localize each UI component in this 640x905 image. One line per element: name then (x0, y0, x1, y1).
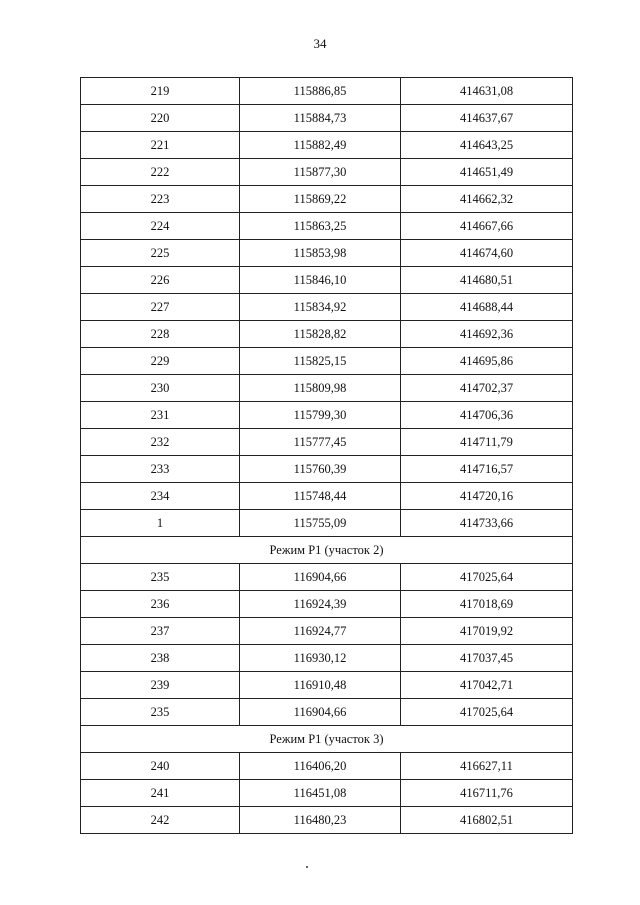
y-coordinate-cell: 417037,45 (401, 645, 573, 672)
x-coordinate-cell: 115846,10 (240, 267, 401, 294)
table-row (81, 105, 573, 132)
bottom-mark (306, 866, 308, 868)
y-coordinate-cell: 414637,67 (401, 105, 573, 132)
point-number-cell: 226 (81, 267, 240, 294)
y-coordinate-cell: 414695,86 (401, 348, 573, 375)
y-coordinate-cell: 417019,92 (401, 618, 573, 645)
x-coordinate-cell: 115886,85 (240, 78, 401, 105)
y-coordinate-cell: 417025,64 (401, 699, 573, 726)
y-coordinate-cell: 417025,64 (401, 564, 573, 591)
point-number-cell: 221 (81, 132, 240, 159)
x-coordinate-cell: 115877,30 (240, 159, 401, 186)
table-row (81, 564, 573, 591)
table-row (81, 456, 573, 483)
table-row (81, 753, 573, 780)
point-number-cell: 228 (81, 321, 240, 348)
point-number-cell: 231 (81, 402, 240, 429)
point-number-cell: 237 (81, 618, 240, 645)
section-header-row (81, 726, 573, 753)
table-row (81, 402, 573, 429)
point-number-cell: 238 (81, 645, 240, 672)
point-number-cell: 227 (81, 294, 240, 321)
table-row (81, 240, 573, 267)
point-number-cell: 236 (81, 591, 240, 618)
point-number-cell: 229 (81, 348, 240, 375)
table-row (81, 321, 573, 348)
coordinates-table (80, 77, 573, 834)
y-coordinate-cell: 414720,16 (401, 483, 573, 510)
y-coordinate-cell: 414667,66 (401, 213, 573, 240)
point-number-cell: 235 (81, 699, 240, 726)
table-row (81, 294, 573, 321)
x-coordinate-cell: 115825,15 (240, 348, 401, 375)
coordinates-table-body (81, 78, 573, 834)
x-coordinate-cell: 116930,12 (240, 645, 401, 672)
point-number-cell: 241 (81, 780, 240, 807)
y-coordinate-cell: 414662,32 (401, 186, 573, 213)
point-number-cell: 232 (81, 429, 240, 456)
point-number-cell: 235 (81, 564, 240, 591)
point-number-cell: 224 (81, 213, 240, 240)
table-row (81, 213, 573, 240)
table-row (81, 618, 573, 645)
x-coordinate-cell: 116904,66 (240, 564, 401, 591)
y-coordinate-cell: 414711,79 (401, 429, 573, 456)
table-row (81, 429, 573, 456)
y-coordinate-cell: 417042,71 (401, 672, 573, 699)
section-title: Режим Р1 (участок 3) (81, 726, 573, 753)
page-number: 34 (313, 36, 327, 51)
x-coordinate-cell: 115809,98 (240, 375, 401, 402)
point-number-cell: 230 (81, 375, 240, 402)
point-number-cell: 234 (81, 483, 240, 510)
section-header-row (81, 537, 573, 564)
x-coordinate-cell: 115853,98 (240, 240, 401, 267)
point-number-cell: 240 (81, 753, 240, 780)
y-coordinate-cell: 416627,11 (401, 753, 573, 780)
y-coordinate-cell: 416711,76 (401, 780, 573, 807)
table-row (81, 591, 573, 618)
point-number-cell: 233 (81, 456, 240, 483)
x-coordinate-cell: 115760,39 (240, 456, 401, 483)
y-coordinate-cell: 414643,25 (401, 132, 573, 159)
y-coordinate-cell: 414733,66 (401, 510, 573, 537)
y-coordinate-cell: 414716,57 (401, 456, 573, 483)
table-row (81, 483, 573, 510)
point-number-cell: 1 (81, 510, 240, 537)
x-coordinate-cell: 116406,20 (240, 753, 401, 780)
table-row (81, 348, 573, 375)
point-number-cell: 220 (81, 105, 240, 132)
x-coordinate-cell: 115828,82 (240, 321, 401, 348)
table-row (81, 159, 573, 186)
x-coordinate-cell: 116924,39 (240, 591, 401, 618)
x-coordinate-cell: 115777,45 (240, 429, 401, 456)
y-coordinate-cell: 417018,69 (401, 591, 573, 618)
table-row (81, 672, 573, 699)
point-number-cell: 219 (81, 78, 240, 105)
y-coordinate-cell: 414651,49 (401, 159, 573, 186)
x-coordinate-cell: 115799,30 (240, 402, 401, 429)
y-coordinate-cell: 414631,08 (401, 78, 573, 105)
point-number-cell: 225 (81, 240, 240, 267)
y-coordinate-cell: 414706,36 (401, 402, 573, 429)
point-number-cell: 242 (81, 807, 240, 834)
x-coordinate-cell: 115834,92 (240, 294, 401, 321)
y-coordinate-cell: 414692,36 (401, 321, 573, 348)
point-number-cell: 239 (81, 672, 240, 699)
x-coordinate-cell: 115755,09 (240, 510, 401, 537)
table-row (81, 375, 573, 402)
y-coordinate-cell: 414674,60 (401, 240, 573, 267)
table-row (81, 645, 573, 672)
x-coordinate-cell: 116904,66 (240, 699, 401, 726)
y-coordinate-cell: 414702,37 (401, 375, 573, 402)
x-coordinate-cell: 116480,23 (240, 807, 401, 834)
x-coordinate-cell: 116924,77 (240, 618, 401, 645)
table-row (81, 699, 573, 726)
y-coordinate-cell: 414688,44 (401, 294, 573, 321)
x-coordinate-cell: 115863,25 (240, 213, 401, 240)
section-title: Режим Р1 (участок 2) (81, 537, 573, 564)
table-row (81, 186, 573, 213)
table-row (81, 132, 573, 159)
table-row (81, 780, 573, 807)
point-number-cell: 223 (81, 186, 240, 213)
x-coordinate-cell: 115748,44 (240, 483, 401, 510)
x-coordinate-cell: 115884,73 (240, 105, 401, 132)
point-number-cell: 222 (81, 159, 240, 186)
table-row (81, 267, 573, 294)
y-coordinate-cell: 414680,51 (401, 267, 573, 294)
x-coordinate-cell: 116451,08 (240, 780, 401, 807)
table-row (81, 78, 573, 105)
table-row (81, 510, 573, 537)
x-coordinate-cell: 115869,22 (240, 186, 401, 213)
y-coordinate-cell: 416802,51 (401, 807, 573, 834)
table-row (81, 807, 573, 834)
x-coordinate-cell: 116910,48 (240, 672, 401, 699)
x-coordinate-cell: 115882,49 (240, 132, 401, 159)
